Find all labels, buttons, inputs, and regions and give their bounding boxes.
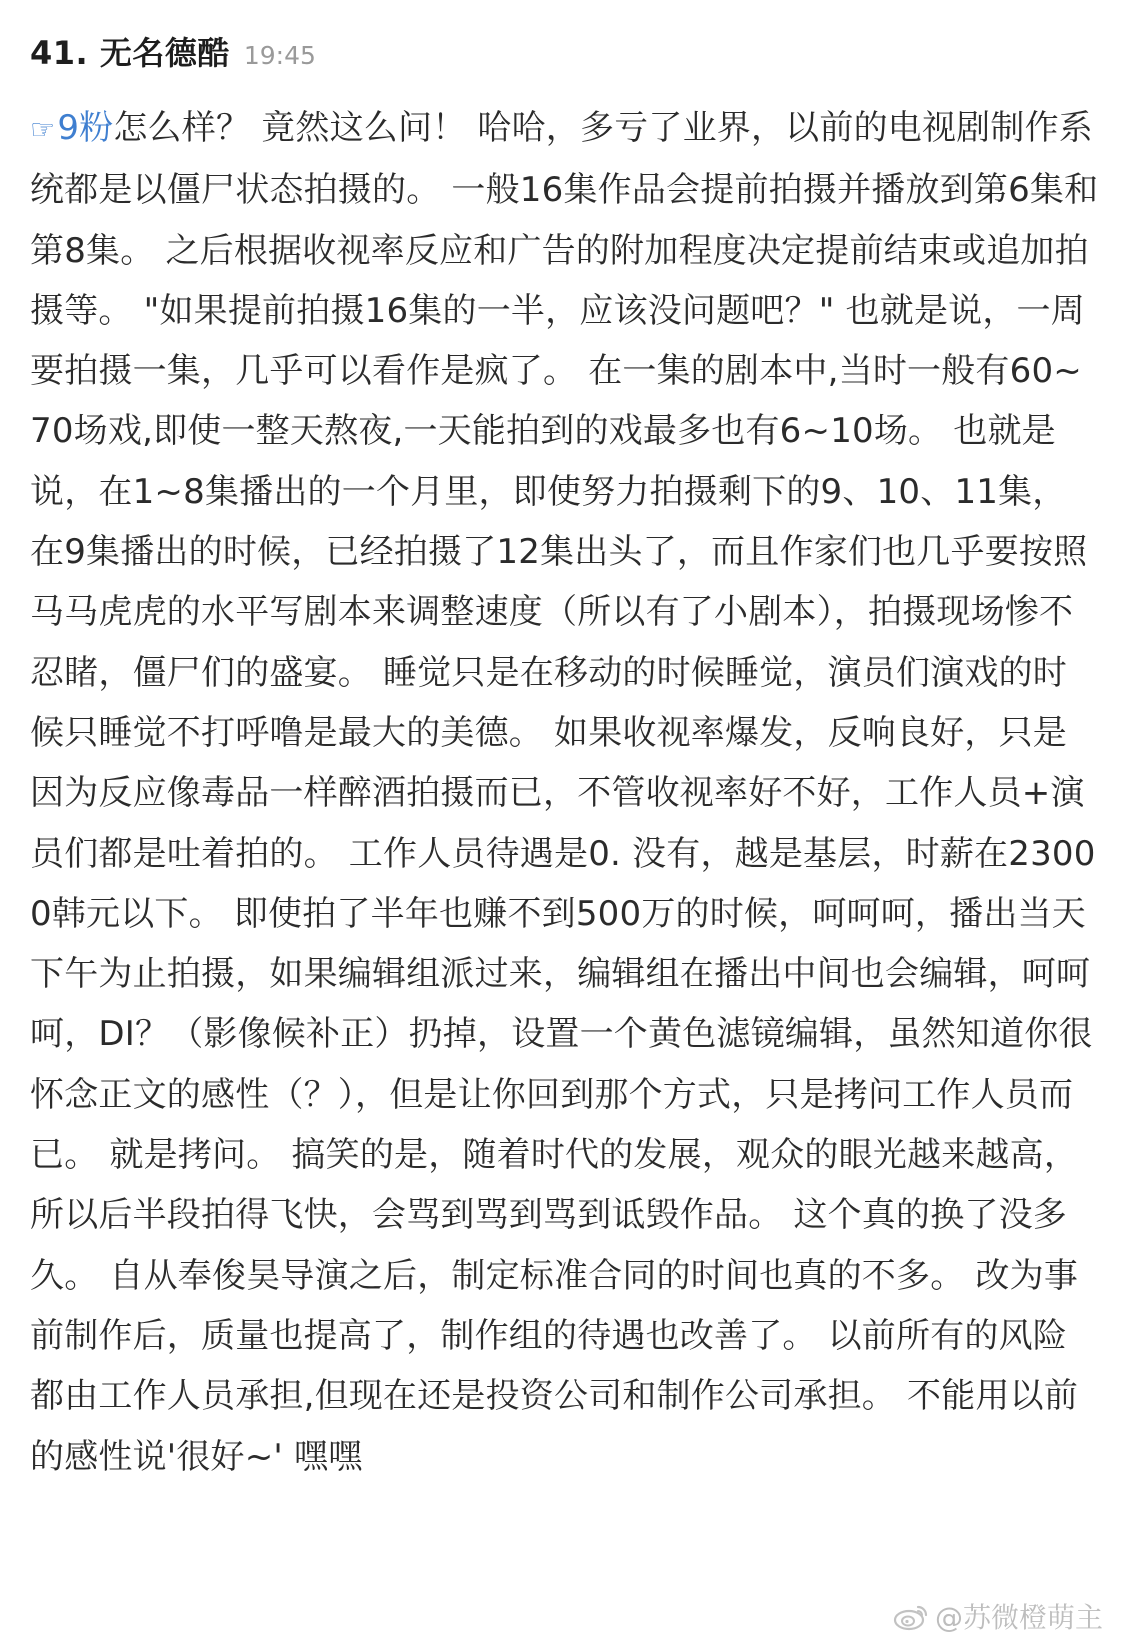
- mention-link[interactable]: [30, 108, 113, 148]
- comment-body: [30, 98, 1100, 1487]
- comment-time: 19:45: [243, 41, 316, 70]
- mention-name[interactable]: 9粉: [57, 108, 114, 148]
- watermark: [893, 1596, 1103, 1636]
- comment-header: [30, 28, 1100, 88]
- watermark-text: @苏微橙萌主: [934, 1601, 1103, 1634]
- weibo-icon: [893, 1601, 929, 1631]
- comment-author[interactable]: 41. 无名德酷: [30, 34, 230, 72]
- comment: [30, 28, 1100, 1487]
- comment-text: 怎么样？ 竟然这么问！ 哈哈，多亏了业界，以前的电视剧制作系统都是以僵尸状态拍摄的。 一般16集作品会提前拍摄并播放到第6集和第8集。 之后根据收视率反应和广告的附加程度决定提前结束或追加拍摄等。 "如果提前拍摄16集的一半，应该没问题吧？" 也就是说，一周要拍摄一集，几乎可以看作是疯了。 在一集的剧本中,当时一般有60~70场戏,即使一整天熬夜,一天能拍到的戏最多也有6~10场。 也就是说，在1~8集播出的一个月里，即使努力拍摄剩下的9、10、11集，在9集播出的时候，已经拍摄了12集出头了，而且作家们也几乎要按照马马虎虎的水平写剧本来调整速度（所以有了小剧本），拍摄现场惨不忍睹，僵尸们的盛宴。 睡觉只是在移动的时候睡觉，演员们演戏的时候只睡觉不打呼噜是最大的美德。 如果收视率爆发，反响良好，只是因为反应像毒品一样醉酒拍摄而已，不管收视率好不好，工作人员+演员们都是吐着拍的。 工作人员待遇是0. 没有，越是基层，时薪在23000韩元以下。 即使拍了半年也赚不到500万的时候，呵呵呵，播出当天下午为止拍摄，如果编辑组派过来，编辑组在播出中间也会编辑，呵呵呵，DI？（影像候补正）扔掉，设置一个黄色滤镜编辑，虽然知道你很怀念正文的感性（？），但是让你回到那个方式，只是拷问工作人员而已。 就是拷问。 搞笑的是，随着时代的发展，观众的眼光越来越高，所以后半段拍得飞快，会骂到骂到骂到诋毁作品。 这个真的换了没多久。 自从奉俊昊导演之后，制定标准合同的时间也真的不多。 改为事前制作后，质量也提高了，制作组的待遇也改善了。 以前所有的风险都由工作人员承担,但现在还是投资公司和制作公司承担。 不能用以前的感性说'很好~' 嘿嘿: [30, 108, 1099, 1477]
- pointing-hand-icon: ☞: [30, 113, 56, 146]
